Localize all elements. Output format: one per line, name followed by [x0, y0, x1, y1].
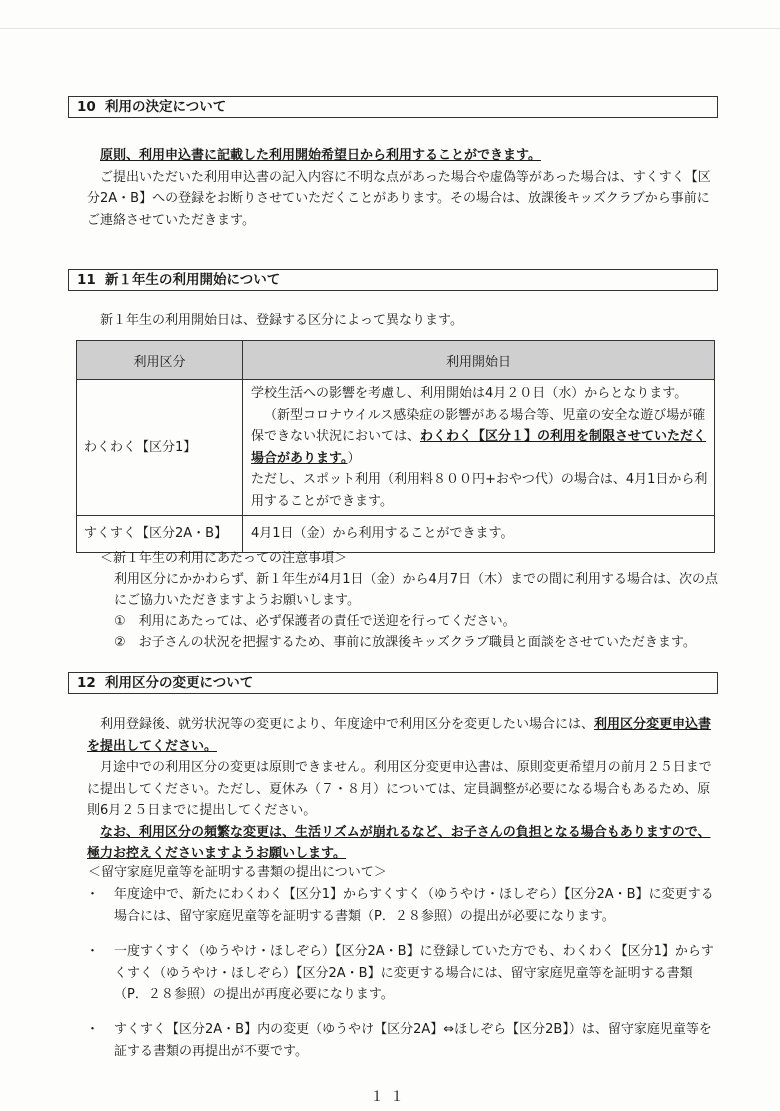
- notes-title: ＜新１年生の利用にあたっての注意事項＞: [100, 551, 348, 566]
- section-11-intro: 新１年生の利用開始日は、登録する区分によって異なります。: [100, 313, 463, 328]
- wakuwaku-notice: （新型コロナウイルス感染症の影響がある場合等、児童の安全な遊び場が確保できない状況においては、: [251, 407, 706, 444]
- bullet-mark: ・: [86, 1022, 100, 1037]
- wakuwaku-notice-close: ）: [347, 450, 361, 466]
- bullet-3-text: すくすく【区分2A・B】内の変更（ゆうやけ【区分2A】⇔ほしぞら【区分2B】）は、留守家庭児童等を証する書類の再提出が不要です。: [114, 1022, 712, 1059]
- wakuwaku-line-1: 学校生活への影響を考慮し、利用開始は4月２０日（水）からとなります。: [251, 386, 688, 401]
- section-10-header: [68, 96, 718, 118]
- scan-edge-line: [0, 28, 780, 29]
- section-12-paragraph-3: なお、利用区分の頻繁な変更は、生活リズムが崩れるなど、お子さんの負担となる場合もありますので、極力お控えくださいますようお願いします。: [87, 824, 711, 861]
- section-number: 10: [77, 99, 96, 115]
- notes-block: [100, 548, 720, 653]
- bullet-1-text: 年度途中で、新たにわくわく【区分1】からすくすく（ゆうやけ・ほしぞら）【区分2A・B】に変更する場合には、留守家庭児童等を証明する書類（P．２８参照）の提出が必要になります。: [114, 887, 714, 924]
- bullet-mark: ・: [86, 944, 100, 959]
- section-12-paragraph-1: [87, 714, 717, 757]
- start-date-table: [76, 340, 715, 553]
- section-11-header: [68, 269, 718, 291]
- section-12-body: [87, 714, 717, 865]
- row-label-wakuwaku: わくわく【区分1】: [77, 380, 243, 516]
- list-item: [86, 1019, 718, 1062]
- docs-title: ＜留守家庭児童等を証明する書類の提出について＞: [88, 865, 387, 880]
- table-header-start-date: 利用開始日: [243, 341, 715, 380]
- row-detail-wakuwaku: [243, 380, 715, 516]
- section-10-body: [87, 145, 717, 231]
- row-detail-sukusuku: 4月1日（金）から利用することができます。: [243, 516, 715, 553]
- wakuwaku-restriction: わくわく【区分１】の利用を制限させていただく場合があります。: [251, 429, 707, 466]
- p1-emphasis: 利用区分変更申込書を提出してください。: [87, 717, 712, 754]
- note-item-1: ① 利用にあたっては、必ず保護者の責任で送迎を行ってください。: [114, 614, 516, 629]
- wakuwaku-line-3: ただし、スポット利用（利用料８００円+おやつ代）の場合は、4月1日から利用することができます。: [251, 472, 708, 509]
- list-item: [86, 884, 718, 927]
- table-header-row: [77, 341, 715, 380]
- table-row: [77, 380, 715, 516]
- page-number: １１: [370, 1089, 410, 1105]
- section-10-lead: 原則、利用申込書に記載した利用開始希望日から利用することができます。: [100, 148, 541, 163]
- section-title: 利用の決定について: [105, 99, 227, 115]
- bullet-mark: ・: [86, 887, 100, 902]
- table-row: [77, 516, 715, 553]
- section-12-paragraph-2: 月途中での利用区分の変更は原則できません。利用区分変更申込書は、原則変更希望月の前月２５日までに提出してください。ただし、夏休み（７・８月）については、定員調整が必要になる場合もあるため、原則6月２５日までに提出してください。: [87, 760, 712, 818]
- row-label-sukusuku: すくすく【区分2A・B】: [77, 516, 243, 553]
- section-title: 新１年生の利用開始について: [105, 272, 281, 288]
- section-number: 11: [77, 272, 96, 288]
- p1-text: 利用登録後、就労状況等の変更により、年度途中で利用区分を変更したい場合には、: [100, 717, 595, 732]
- list-item: [86, 941, 718, 1006]
- section-12-header: [68, 672, 718, 694]
- section-number: 12: [77, 675, 96, 691]
- table-header-category: 利用区分: [77, 341, 243, 380]
- wakuwaku-line-2: [251, 405, 708, 470]
- section-title: 利用区分の変更について: [105, 675, 254, 691]
- notes-body: 利用区分にかかわらず、新１年生が4月1日（金）から4月7日（木）までの間に利用する場合は、次の点にご協力いただきますようお願いします。: [114, 572, 719, 608]
- note-item-2: ② お子さんの状況を把握するため、事前に放課後キッズクラブ職員と面談をさせていただきます。: [114, 635, 696, 650]
- section-10-paragraph: ご提出いただいた利用申込書の記入内容に不明な点があった場合や虚偽等があった場合は、すくすく【区分2A・B】への登録をお断りさせていただくことがあります。その場合は、放課後キッズクラブから事前にご連絡させていただきます。: [87, 169, 711, 228]
- bullet-2-text: 一度すくすく（ゆうやけ・ほしぞら）【区分2A・B】に登録していた方でも、わくわく【区分1】からすくすく（ゆうやけ・ほしぞら）【区分2A・B】に変更する場合には、留守家庭児童等を証明する書類（P．２８参照）の提出が再度必要になります。: [114, 944, 714, 1002]
